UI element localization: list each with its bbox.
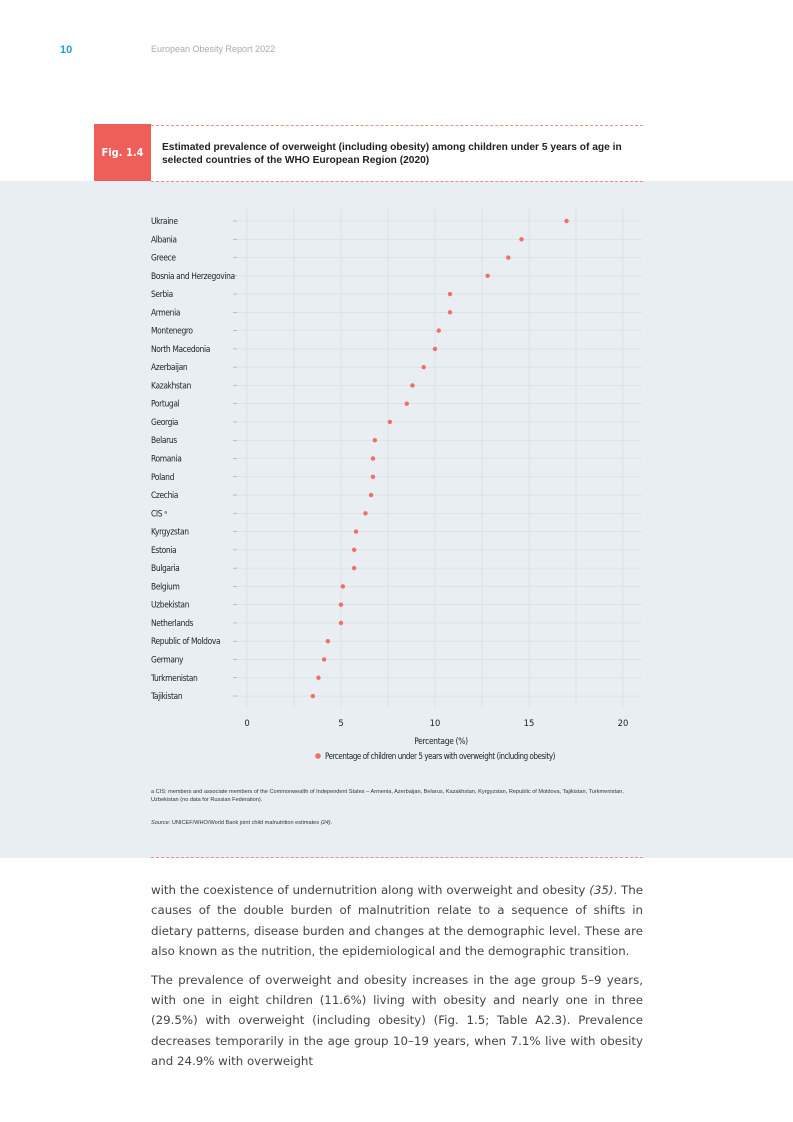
y-tick-label: Czechia (151, 490, 179, 501)
divider-bottom (151, 857, 643, 858)
data-point (519, 237, 523, 241)
figure-footnote: a CIS: members and associate members of the Commonwealth of Independent States – Armenia, Azerbaijan, Belarus, Kazakhstan, Kyrgyzstan, Republic of Moldova, Tajikistan, Turkmenistan, Uzbekistan (no data for Russian Federation). (151, 789, 624, 803)
running-title: European Obesity Report 2022 (151, 44, 276, 54)
source-text: UNICEF/WHO/World Bank joint child malnutrition estimates (171, 820, 320, 826)
figure-source (151, 820, 646, 826)
data-point (371, 456, 375, 460)
data-point (506, 255, 510, 259)
y-tick-label: Belarus (151, 435, 177, 446)
y-tick-label: Uzbekistan (151, 599, 190, 610)
data-point (373, 438, 377, 442)
data-point (433, 347, 437, 351)
y-tick-label: Azerbaijan (151, 362, 188, 373)
legend-marker (315, 753, 321, 759)
y-tick-label: Serbia (151, 289, 173, 300)
body-paragraph-1: with the coexistence of undernutrition along with overweight and obesity (35). The causes of the double burden of malnutrition relate to a sequence of shifts in dietary patterns, disease burden and changes at the demographic level. These are also known as the nutrition, the epidemiological and the demographic transition. (151, 883, 644, 959)
data-point (388, 420, 392, 424)
y-tick-label: Netherlands (151, 617, 194, 628)
data-point (485, 274, 489, 278)
data-point (352, 548, 356, 552)
y-tick-label: Kyrgyzstan (151, 526, 189, 537)
x-tick-label: 10 (429, 718, 441, 728)
data-point (311, 694, 315, 698)
y-tick-label: CIS ᵃ (151, 508, 167, 519)
y-tick-label: Tajikistan (151, 691, 183, 702)
y-tick-label: Montenegro (151, 325, 193, 336)
y-tick-label: Ukraine (151, 216, 178, 226)
legend-label: Percentage of children under 5 years with overweight (including obesity) (325, 751, 556, 761)
y-tick-label: Greece (151, 252, 176, 263)
y-tick-label: Poland (151, 471, 175, 482)
body-paragraph-2: The prevalence of overweight and obesity increases in the age group 5–9 years, with one in eight children (11.6%) living with obesity and nearly one in three (29.5%) with overweight (including obesity) (Fig. 1.5; Table A2.3). Prevalence decreases temporarily in the age group 10–19 years, when 7.1% live with obesity and 24.9% with overweight (151, 972, 643, 1069)
data-point (326, 639, 330, 643)
y-tick-label: Portugal (151, 398, 180, 409)
y-tick-label: Belgium (151, 581, 180, 592)
data-point (322, 657, 326, 661)
data-point (339, 602, 343, 606)
data-point (448, 292, 452, 296)
y-tick-label: Estonia (151, 544, 177, 555)
x-tick-label: 15 (523, 718, 535, 728)
x-tick-label: 5 (338, 718, 344, 728)
y-tick-label: Republic of Moldova (151, 636, 221, 647)
figure-label: Fig. 1.4 (94, 124, 151, 181)
source-label: Source: (151, 820, 171, 826)
divider-under-title (151, 181, 643, 182)
data-point (316, 676, 320, 680)
data-point (410, 383, 414, 387)
y-tick-label: Albania (151, 234, 177, 245)
data-point (405, 402, 409, 406)
y-tick-label: Armenia (151, 307, 181, 318)
figure-title: Estimated prevalence of overweight (including obesity) among children under 5 years of age in selected countries of the WHO European Region (2020) (162, 142, 622, 166)
data-point (422, 365, 426, 369)
data-point (564, 219, 568, 223)
page-number: 10 (60, 44, 73, 56)
y-tick-label: North Macedonia (151, 343, 210, 354)
data-point (371, 475, 375, 479)
data-point (369, 493, 373, 497)
data-point (363, 511, 367, 515)
x-tick-label: 0 (244, 718, 250, 728)
body-text (151, 880, 643, 1072)
x-axis-label: Percentage (%) (414, 736, 468, 746)
y-tick-label: Kazakhstan (151, 380, 191, 391)
source-end: . (330, 820, 333, 826)
source-ref: (24) (320, 820, 331, 826)
y-tick-label: Turkmenistan (151, 672, 198, 683)
y-tick-label: Bosnia and Herzegovina (151, 270, 235, 281)
data-point (341, 584, 345, 588)
y-tick-label: Bulgaria (151, 563, 180, 574)
data-point (352, 566, 356, 570)
data-point (448, 310, 452, 314)
data-point (339, 621, 343, 625)
y-tick-label: Georgia (151, 416, 179, 427)
data-point (354, 529, 358, 533)
y-tick-label: Germany (151, 654, 184, 665)
data-point (437, 328, 441, 332)
x-tick-label: 20 (617, 718, 629, 728)
y-tick-label: Romania (151, 453, 182, 464)
